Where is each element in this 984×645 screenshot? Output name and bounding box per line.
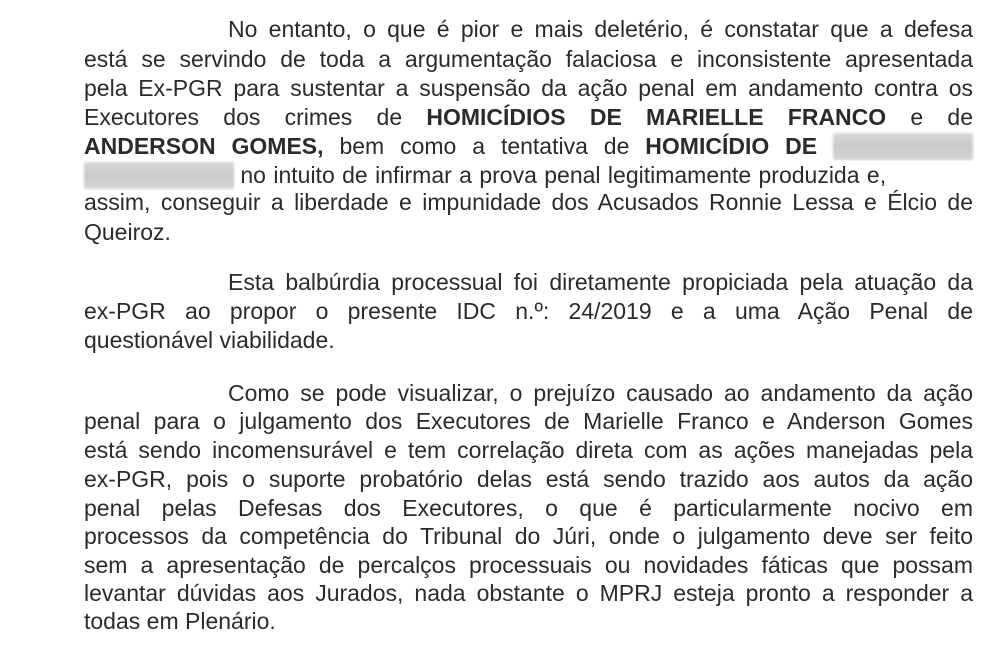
paragraph-1-line-7: assim, conseguir a liberdade e impunidade dos Acusados Ronnie Lessa e Élcio de bbox=[84, 189, 973, 215]
paragraph-3-line-1: Como se pode visualizar, o prejuízo causado ao andamento da ação bbox=[228, 380, 973, 406]
paragraph-3-line-5: penal pelas Defesas dos Executores, o que é particularmente nocivo em bbox=[84, 495, 973, 521]
paragraph-1-line-4 bbox=[84, 102, 973, 132]
paragraph-1-line-3: pela Ex-PGR para sustentar a suspensão da ação penal em andamento contra os bbox=[84, 75, 973, 101]
paragraph-1-line-6 bbox=[84, 160, 973, 190]
paragraph-1-line-1: No entanto, o que é pior e mais deletério, é constatar que a defesa bbox=[228, 16, 973, 42]
paragraph-3-line-3: está sendo incomensurável e tem correlação direta com as ações manejadas pela bbox=[84, 437, 973, 463]
redaction-blur bbox=[84, 162, 234, 189]
bold-crime: HOMICÍDIO DE bbox=[645, 133, 818, 159]
paragraph-3-line-7: sem a apresentação de percalços processuais ou novidades fáticas que possam bbox=[84, 552, 973, 578]
paragraph-1-line-8: Queiroz. bbox=[84, 219, 171, 245]
bold-victim-names: HOMICÍDIOS DE MARIELLE FRANCO bbox=[426, 104, 887, 130]
paragraph-2-line-1: Esta balbúrdia processual foi diretamente propiciada pela atuação da bbox=[228, 269, 973, 295]
paragraph-3-line-9: todas em Plenário. bbox=[84, 608, 276, 634]
line-text: Executores dos crimes de bbox=[84, 104, 403, 130]
paragraph-3-line-6: processos da competência do Tribunal do Júri, onde o julgamento deve ser feito bbox=[84, 523, 973, 549]
paragraph-3-line-2: penal para o julgamento dos Executores de Marielle Franco e Anderson Gomes bbox=[84, 408, 973, 434]
line-text: e de bbox=[910, 104, 974, 130]
line-text: no intuito de infirmar a prova penal legitimamente produzida e, bbox=[240, 162, 887, 188]
paragraph-2-line-3: questionável viabilidade. bbox=[84, 327, 335, 353]
paragraph-2-line-2: ex-PGR ao propor o presente IDC n.º: 24/2019 e a uma Ação Penal de bbox=[84, 298, 973, 324]
bold-victim-name: ANDERSON GOMES, bbox=[84, 133, 324, 159]
paragraph-3-line-8: levantar dúvidas aos Jurados, nada obstante o MPRJ esteja pronto a responder a bbox=[84, 580, 973, 606]
paragraph-1-line-2: está se servindo de toda a argumentação falaciosa e inconsistente apresentada bbox=[84, 46, 973, 72]
redaction-blur bbox=[833, 133, 973, 160]
paragraph-1-line-5 bbox=[84, 131, 973, 161]
line-text: bem como a tentativa de bbox=[339, 133, 630, 159]
paragraph-3-line-4: ex-PGR, pois o suporte probatório delas está sendo trazido aos autos da ação bbox=[84, 466, 973, 492]
